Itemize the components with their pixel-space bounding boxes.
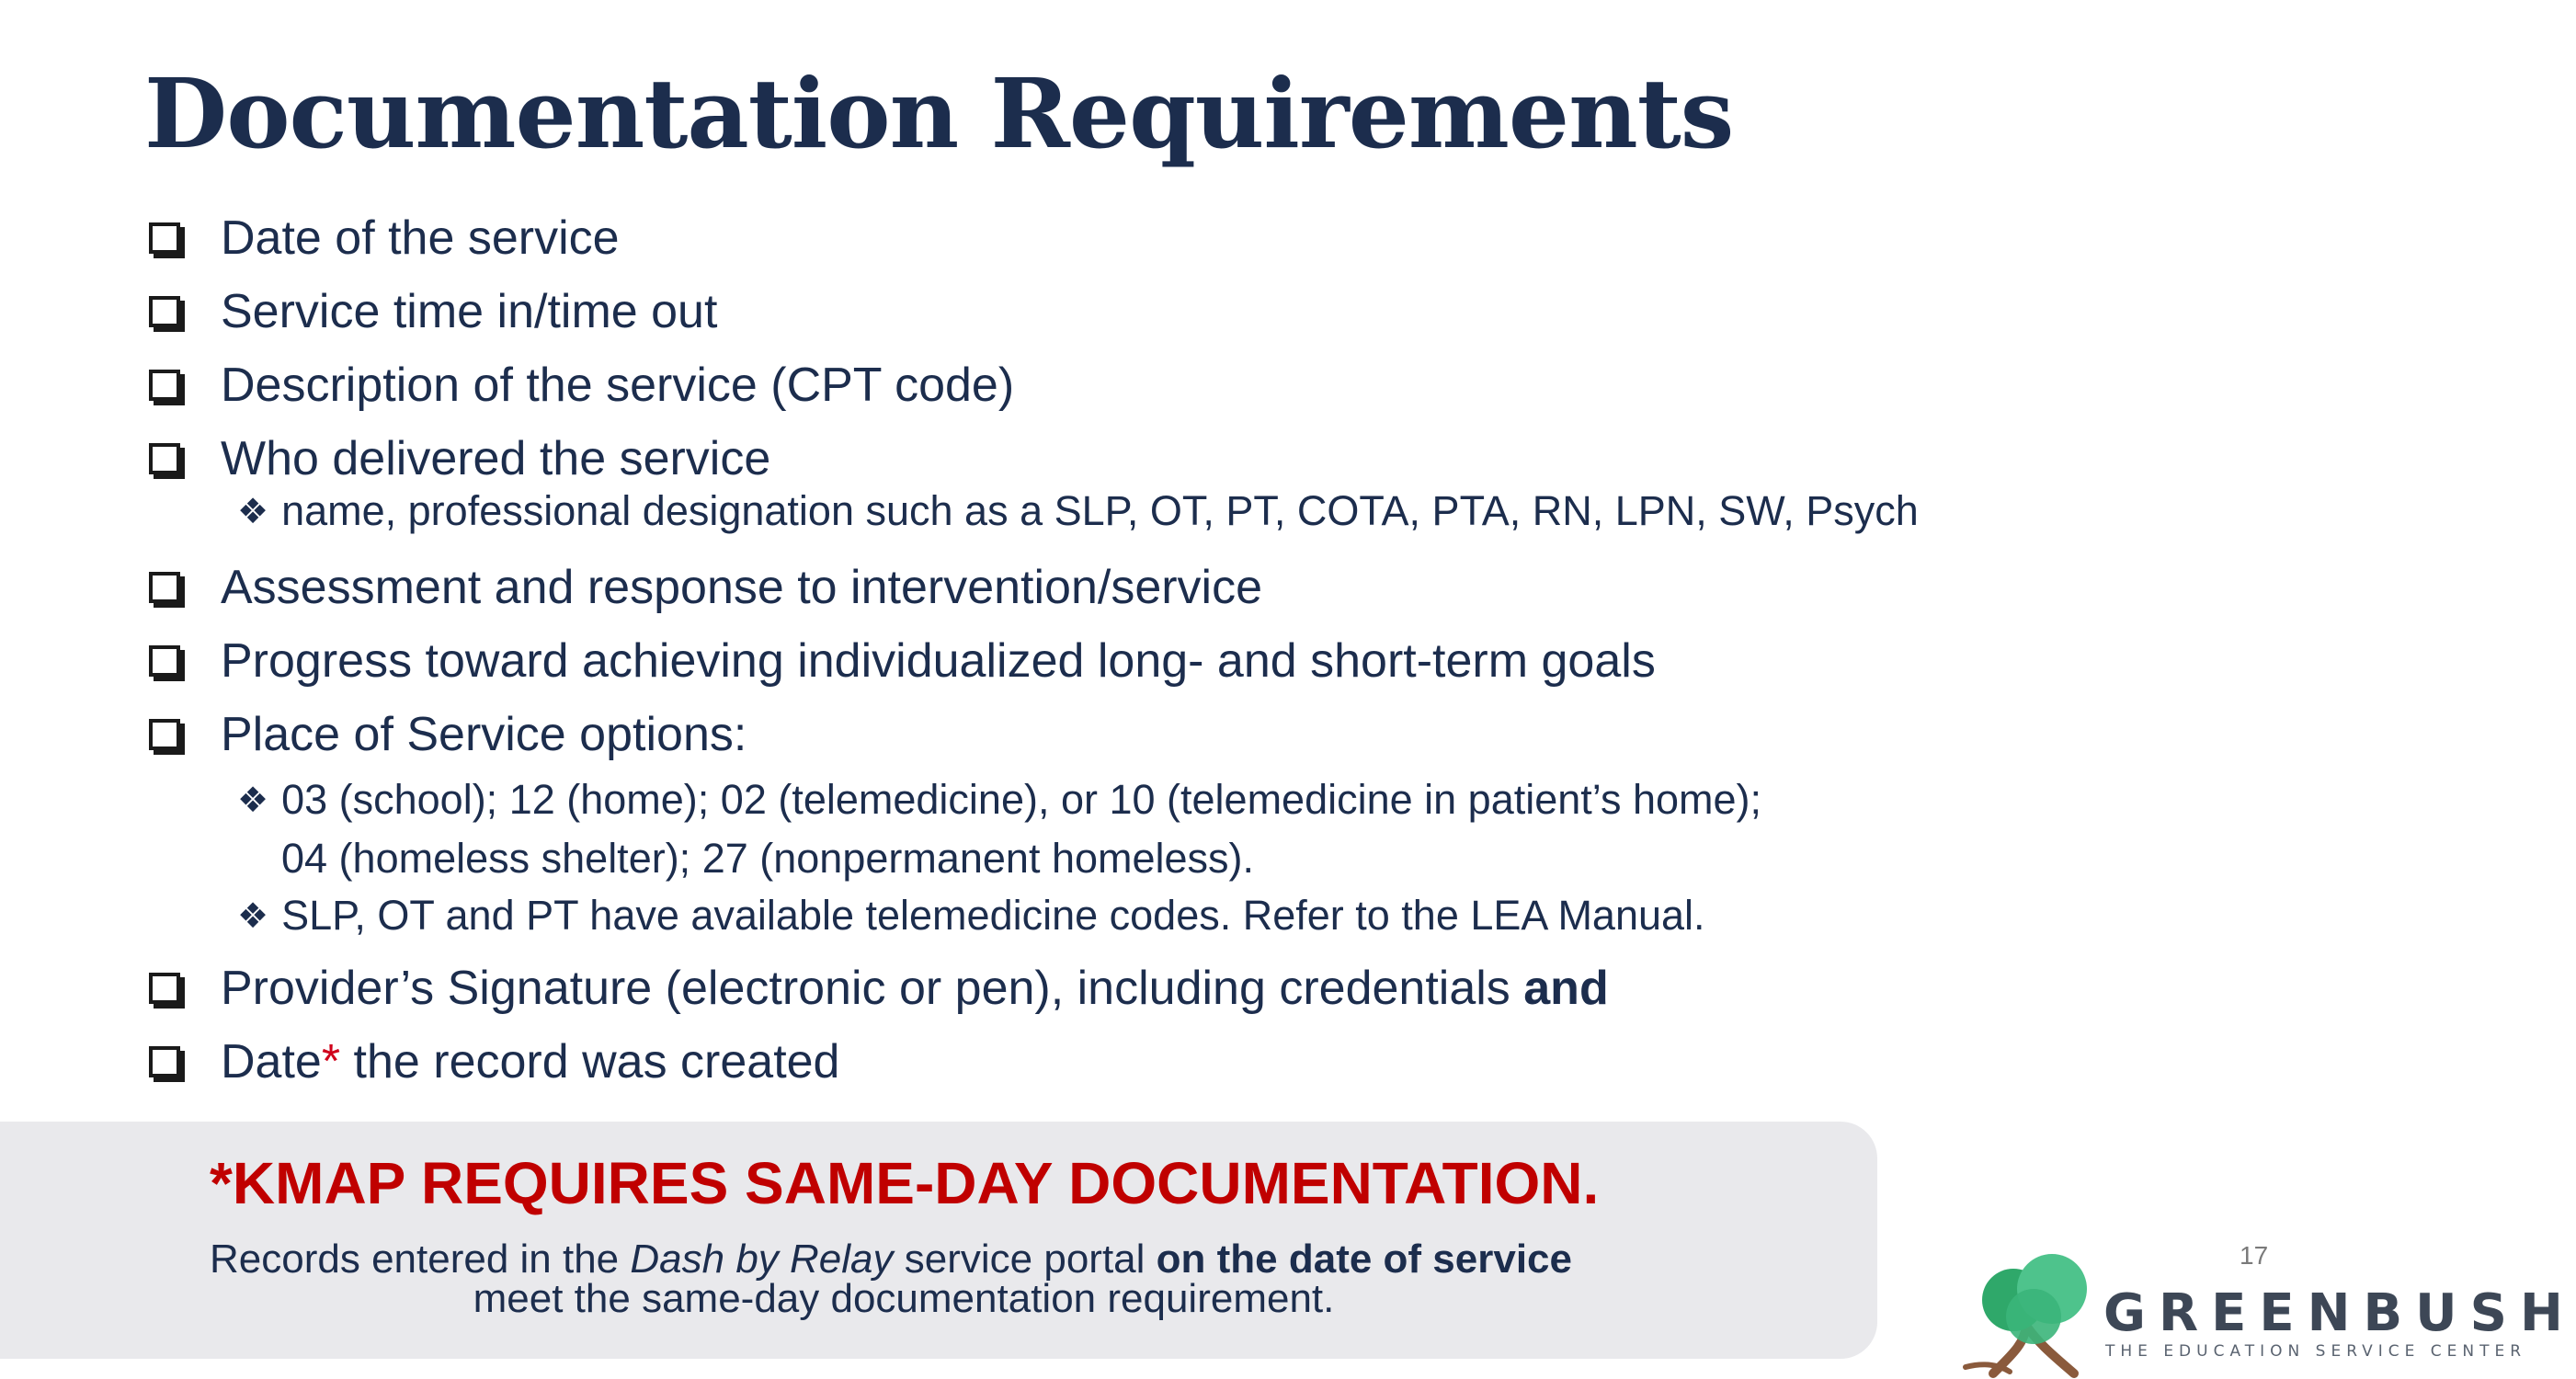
sub-bullet-text: 03 (school); 12 (home); 02 (telemedicine), or 10 (telemedicine in patient’s home); — [281, 776, 1762, 823]
checklist-item-text: Provider’s Signature (electronic or pen), including credentials and — [221, 962, 1609, 1015]
checkbox-icon — [149, 222, 180, 254]
checkbox-icon — [149, 572, 180, 603]
diamond-bullet-icon: ❖ — [237, 492, 269, 531]
sub-bullet-text: name, professional designation such as a SLP, OT, PT, COTA, PTA, RN, LPN, SW, Psych — [281, 487, 1919, 534]
checklist-item — [149, 702, 747, 767]
checklist-item — [149, 427, 770, 491]
checklist-item-text: Place of Service options: — [221, 708, 747, 761]
bold-emphasis: on the date of service — [1156, 1237, 1572, 1282]
checklist-item-text: Description of the service (CPT code) — [221, 359, 1015, 412]
logo-wordmark: GREENBUSH — [2103, 1283, 2576, 1343]
sub-bullet-item — [237, 892, 1705, 940]
checklist-item — [149, 206, 620, 270]
checkbox-icon — [149, 370, 180, 401]
checklist-item-text: Assessment and response to intervention/service — [221, 561, 1263, 614]
checklist-item-text: Progress toward achieving individualized long- and short-term goals — [221, 634, 1656, 688]
sub-bullet-text: SLP, OT and PT have available telemedicine codes. Refer to the LEA Manual. — [281, 892, 1705, 939]
asterisk-mark: * — [321, 1035, 341, 1088]
checklist-item — [149, 555, 1262, 620]
diamond-bullet-icon: ❖ — [237, 896, 269, 936]
checklist-item — [149, 629, 1656, 693]
checklist-item-text: Service time in/time out — [221, 285, 718, 338]
diamond-bullet-icon: ❖ — [237, 781, 269, 820]
slide-title: Documentation Requirements — [144, 57, 1734, 170]
checklist-item — [149, 1030, 839, 1094]
checklist-item — [149, 956, 1609, 1020]
banner-line-2: meet the same-day documentation requirement. — [473, 1276, 1335, 1321]
banner-line-1: Records entered in the Dash by Relay service portal on the date of service — [210, 1237, 1572, 1282]
checkbox-icon — [149, 1046, 180, 1077]
sub-bullet-item — [237, 776, 1761, 824]
checklist-item-text: Date of the service — [221, 211, 620, 265]
logo-tagline: THE EDUCATION SERVICE CENTER — [2105, 1342, 2527, 1361]
checkbox-icon — [149, 645, 180, 677]
sub-bullet-continuation: 04 (homeless shelter); 27 (nonpermanent homeless). — [281, 835, 1255, 882]
checkbox-icon — [149, 443, 180, 474]
checkbox-icon — [149, 719, 180, 750]
checkbox-icon — [149, 973, 180, 1004]
checklist-item — [149, 353, 1014, 417]
portal-name: Dash by Relay — [630, 1237, 894, 1282]
checklist-item-text: Who delivered the service — [221, 432, 771, 485]
checkbox-icon — [149, 296, 180, 327]
bold-emphasis: and — [1523, 962, 1609, 1015]
checklist-item-text: Date* the record was created — [221, 1035, 840, 1088]
sub-bullet-item — [237, 487, 1919, 535]
banner-heading: *KMAP REQUIRES SAME-DAY DOCUMENTATION. — [210, 1150, 1600, 1216]
page-number: 17 — [2240, 1241, 2269, 1270]
checklist-item — [149, 279, 717, 344]
